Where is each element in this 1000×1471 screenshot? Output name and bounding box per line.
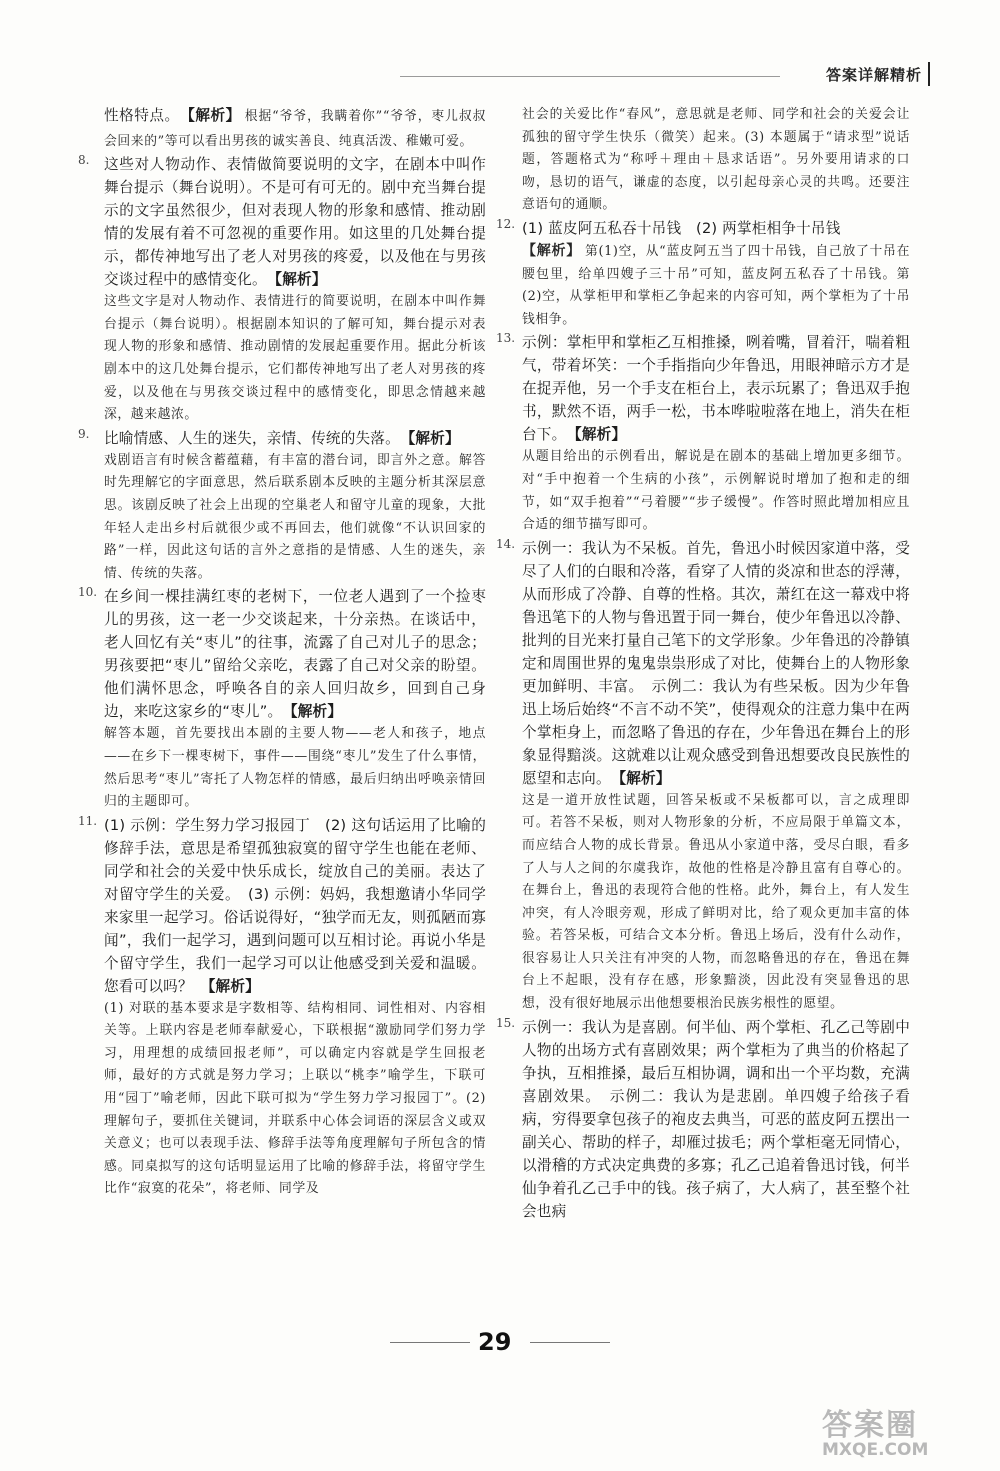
answer-entry [496, 216, 910, 331]
answer-text: 示例：掌柜甲和掌柜乙互相推搡，咧着嘴，冒着汗，喘着粗气，带着坏笑：一个手指指向少年鲁迅，用眼神暗示方才是在捉弄他，另一个手支在柜台上，表示玩累了；鲁迅双手抱书，默然不语，两手一松，书本哗啦啦落在地上，消失在柜台下。 【解析】 [522, 334, 910, 444]
analysis-text: 根据“爷爷，我瞒着你”“爷爷，枣儿叔叔会回来的”等可以看出男孩的诚实善良、纯真活泼、稚嫩可爱。 [104, 109, 486, 149]
page-footer [0, 1328, 1000, 1358]
footer-rule-left [390, 1342, 470, 1343]
answer-text: 示例一：我认为不呆板。首先，鲁迅小时候因家道中落，受尽了人们的白眼和冷落，看穿了人情的炎凉和世态的浮薄，从而形成了冷静、自尊的性格。其次，萧红在这一幕戏中将鲁迅笔下的人物与鲁迅置于同一舞台，使少年鲁迅以冷静、批判的目光来打量自己笔下的文学形象。少年鲁迅的冷静镇定和周围世界的鬼鬼祟祟形成了对比，使舞台上的人物形象更加鲜明、丰富。 示例二：我认为有些呆板。因为少年鲁迅上场后始终“不言不动不笑”，使得观众的注意力集中在两个掌柜身上，而忽略了鲁迅的存在，少年鲁迅在舞台上的形象显得黯淡。这就难以让观众感受到鲁迅想要改良民族性的愿望和志向。 【解析】 [522, 539, 910, 787]
answer-text: 在乡间一棵挂满红枣的老树下，一位老人遇到了一个捡枣儿的男孩，这一老一少交谈起来，十分亲热。在谈话中，老人回忆有关“枣儿”的往事，流露了自己对儿子的思念；男孩要把“枣儿”留给父亲吃，表露了自己对父亲的盼望。他们满怀思念，呼唤各自的亲人回归故乡，回到自己身边，来吃这家乡的“枣儿”。 【解析】 [104, 588, 486, 721]
analysis-tag: 【解析】 [522, 242, 581, 259]
answer-text: (1) 示例：学生努力学习报园丁 (2) 这句话运用了比喻的修辞手法，意思是希望孤独寂寞的留守学生也能在老师、同学和社会的关爱中快乐成长，绽放自己的美丽。表达了对留守学生的关爱。 (3) 示例：妈妈，我想邀请小华同学来家里一起学习。俗话说得好，“独学而无友，则孤陋而寡闻”，我们一起学习，遇到问题可以互相讨论。再说小华是个留守学生，我们一起学习可以让他感受到关爱和温暖。您看可以吗？ 【解析】 [104, 816, 486, 995]
page-header [400, 64, 930, 86]
answer-text: (1) 蓝皮阿五私吞十吊钱 (2) 两掌柜相争十吊钱 [522, 219, 841, 237]
watermark-url: MXQE.COM [822, 1440, 929, 1460]
header-title: 答案详解精析 [825, 66, 922, 84]
question-number: 9. [78, 426, 90, 441]
left-column [78, 104, 486, 1201]
analysis-text: 这些文字是对人物动作、表情进行的简要说明，在剧本中叫作舞台提示（舞台说明）。根据剧本知识的了解可知，舞台提示对表现人物的形象和感情、推动剧情的发展起重要作用。据此分析该剧本中的这几处舞台提示，它们都传神地写出了老人对男孩的疼爱，以及他在与男孩交谈过程中的感情变化，即思念情越来越深，越来越浓。 [104, 294, 486, 423]
question-number: 15. [496, 1015, 516, 1030]
watermark [822, 1400, 992, 1460]
analysis-text: 戏剧语言有时候含蓄蕴藉，有丰富的潜台词，即言外之意。解答时先理解它的字面意思，然后联系剧本反映的主题分析其深层意思。该剧反映了社会上出现的空巢老人和留守儿童的现象，大批年轻人走出乡村后就很少或不再回去，他们就像“不认识回家的路”一样，因此这句话的言外之意指的是情感、人生的迷失，亲情、传统的失落。 [104, 452, 486, 581]
analysis-tag: 【解析】 [187, 107, 241, 124]
answer-entry [78, 426, 486, 586]
analysis-tag: 【解析】 [274, 271, 327, 289]
analysis-tag: 【解析】 [574, 426, 627, 444]
answer-text: 示例一：我认为是喜剧。何半仙、两个掌柜、孔乙己等剧中人物的出场方式有喜剧效果；两个掌柜为了典当的价格起了争执，互相推搡，最后互相协调，调和出一个平均数，充满喜剧效果。 示例二：我认为是悲剧。单四嫂子给孩子看病，穷得要拿包孩子的袍皮去典当，可恶的蓝皮阿五摆出一副关心、帮助的样子，却雁过拔毛；两个掌柜毫无同情心，以滑稽的方式决定典费的多寡；孔乙己追着鲁迅讨钱，何半仙争着孔乙己手中的钱。孩子病了，大人病了，甚至整个社会也病 [522, 1018, 910, 1220]
analysis-text: 社会的关爱比作“春风”，意思就是老师、同学和社会的关爱会让孤独的留守学生快乐（微笑）起来。(3) 本题属于“请求型”说话题，答题格式为“称呼＋理由＋恳求话语”。另外要用请求的口吻，恳切的语气，谦虚的态度，以引起母亲心灵的共鸣。还要注意语句的通顺。 [522, 107, 910, 213]
analysis-text: 从题目给出的示例看出，解说是在剧本的基础上增加更多细节。对“手中抱着一个生病的小孩”，示例解说时增加了抱和走的细节，如“双手抱着”“弓着腰”“步子缓慢”。作答时照此增加相应且合适的细节描写即可。 [522, 449, 910, 533]
answer-entry [78, 585, 486, 813]
answer-entry [78, 813, 486, 1201]
analysis-tag: 【解析】 [618, 769, 671, 787]
answer-entry [78, 153, 486, 427]
analysis-text: 解答本题，首先要找出本剧的主要人物——老人和孩子，地点——在乡下一棵枣树下，事件——围绕“枣儿”发生了什么事情，然后思考“枣儿”寄托了人物怎样的情感，最后归纳出呼唤亲情回归的主题即可。 [104, 726, 486, 810]
answer-text: 性格特点。 【解析】 根据“爷爷，我瞒着你”“爷爷，枣儿叔叔会回来的”等可以看出男孩的诚实善良、纯真活泼、稚嫩可爱。 [104, 107, 486, 149]
analysis-tag: 【解析】 [407, 429, 460, 447]
watermark-logo: 答案圈 [822, 1408, 918, 1443]
question-number: 12. [496, 216, 516, 231]
header-bar [928, 62, 930, 86]
answer-text: 比喻情感、人生的迷失，亲情、传统的失落。 【解析】 [104, 429, 460, 447]
analysis-tag: 【解析】 [200, 977, 260, 995]
right-column [496, 104, 910, 1223]
question-number: 8. [78, 153, 90, 168]
analysis-text: 【解析】 第(1)空，从“蓝皮阿五当了四十吊钱，自己放了十吊在腰包里，给单四嫂子三十吊”可知，蓝皮阿五私吞了十吊钱。第(2)空，从掌柜甲和掌柜乙争起来的内容可知，两个掌柜为了十吊钱相争。 [522, 242, 910, 327]
analysis-tag: 【解析】 [290, 703, 343, 721]
question-number: 13. [496, 331, 516, 346]
analysis-text: 这是一道开放性试题，回答呆板或不呆板都可以，言之成理即可。若答不呆板，则对人物形象的分析，不应局限于单篇文本，而应结合人物的成长背景。鲁迅从小家道中落，受尽白眼，看多了人与人之间的尔虞我诈，故他的性格是冷静且富有自尊心的。在舞台上，鲁迅的表现符合他的性格。此外，舞台上，有人发生冲突，有人冷眼旁观，形成了鲜明对比，给了观众更加丰富的体验。若答呆板，可结合文本分析。鲁迅上场后，没有什么动作，很容易让人只关注有冲突的人物，而忽略鲁迅的存在，鲁迅在舞台上不起眼，没有存在感，形象黯淡，因此没有突显鲁迅的思想，没有很好地展示出他想要根治民族劣根性的愿望。 [522, 792, 910, 1012]
answer-entry [496, 536, 910, 1016]
answer-entry [496, 1015, 910, 1223]
analysis-text: (1) 对联的基本要求是字数相等、结构相同、词性相对、内容相关等。上联内容是老师奉献爱心，下联根据“激励同学们努力学习，用理想的成绩回报老师”，可以确定内容就是学生回报老师，最好的方式就是努力学习；上联以“桃李”喻学生，下联可用“园丁”喻老师，因此下联可拟为“学生努力学习报园丁”。(2) 理解句子，要抓住关键词，并联系中心体会词语的深层含义或双关意义；也可以表现手法、修辞手法等角度理解句子所包含的情感。同桌拟写的这句话明显运用了比喻的修辞手法，将留守学生比作“寂寞的花朵”，将老师、同学及 [104, 1000, 486, 1197]
answer-text: 这些对人物动作、表情做简要说明的文字，在剧本中叫作舞台提示（舞台说明）。不是可有可无的。剧中充当舞台提示的文字虽然很少，但对表现人物的形象和感情、推动剧情的发展有着不可忽视的重要作用。如这里的几处舞台提示，都传神地写出了老人对男孩的疼爱，以及他在与男孩交谈过程中的感情变化。 【解析】 [104, 156, 486, 289]
question-number: 11. [78, 813, 98, 828]
answer-entry [496, 331, 910, 536]
page-number: 29 [478, 1328, 512, 1356]
answer-entry [104, 104, 486, 153]
question-number: 14. [496, 536, 516, 551]
header-rule [400, 76, 780, 77]
answer-entry [522, 104, 910, 217]
footer-rule-right [530, 1342, 610, 1343]
question-number: 10. [78, 585, 98, 600]
